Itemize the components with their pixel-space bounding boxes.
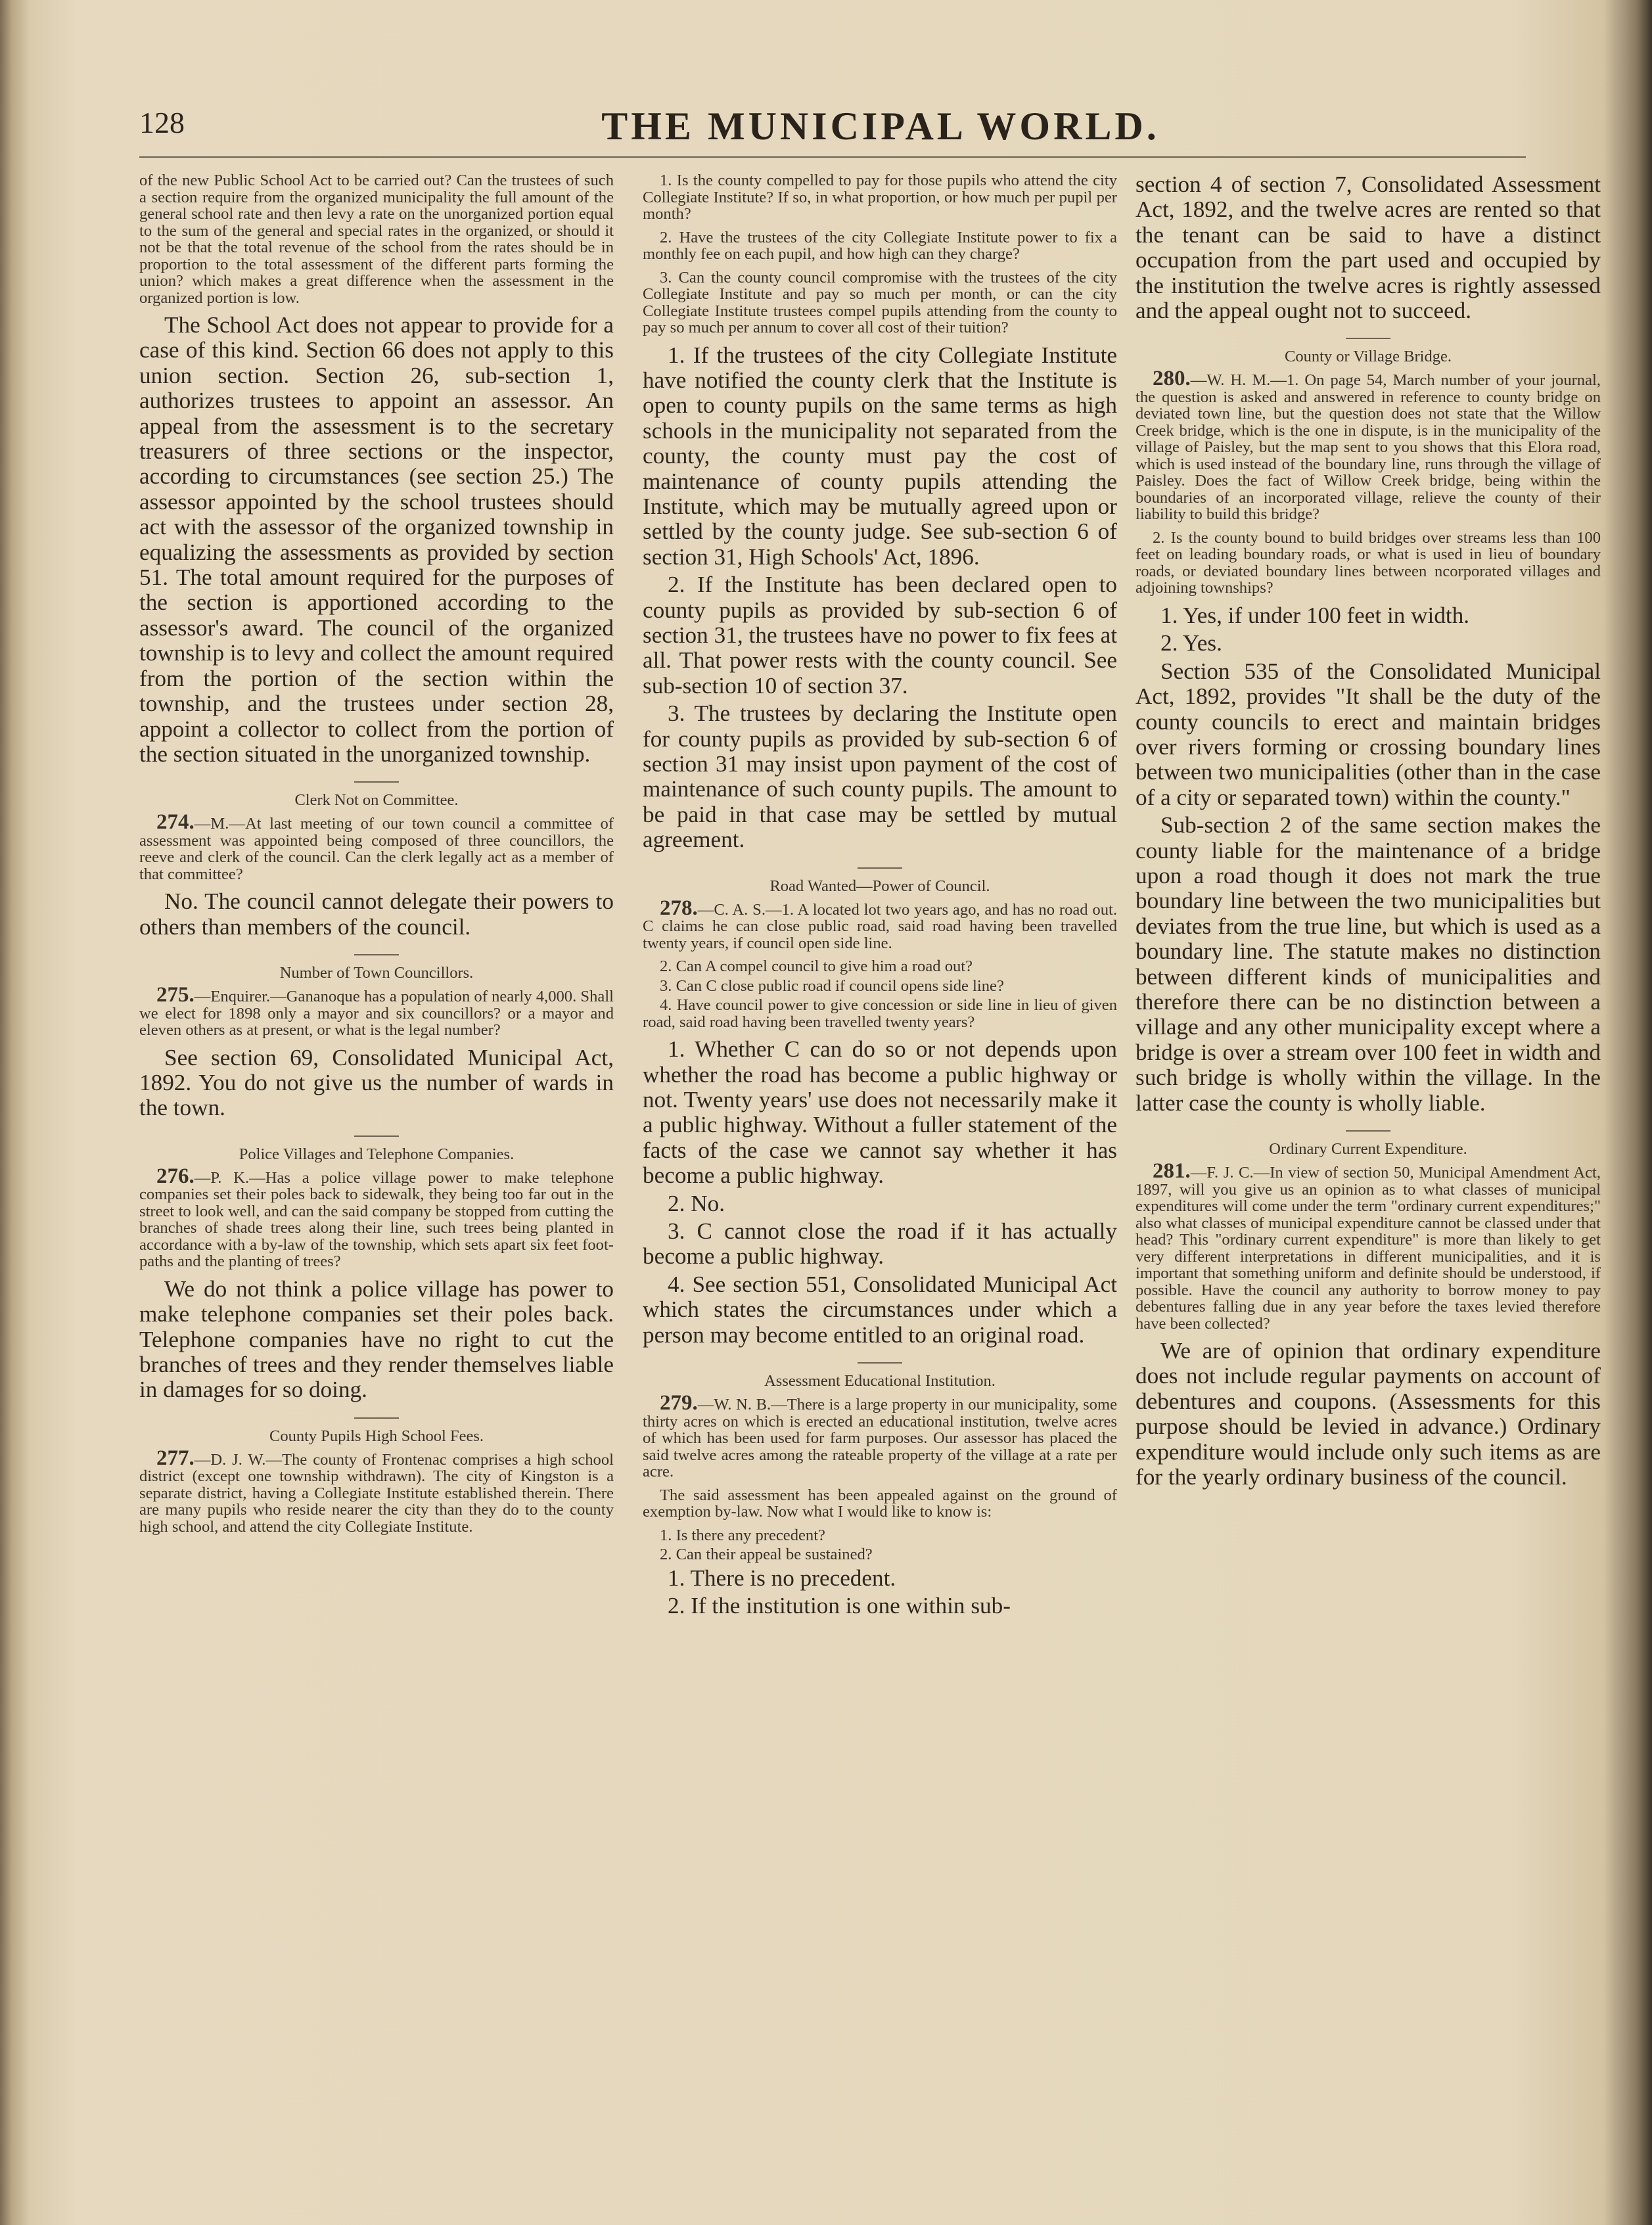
- answer-text: 1. Yes, if under 100 feet in width.: [1160, 602, 1470, 628]
- divider: [1346, 1130, 1390, 1132]
- divider: [354, 1135, 399, 1137]
- question-number: 281.: [1153, 1159, 1191, 1183]
- question-text: 4. Have council power to give concession or side line in lieu of given road, said road having been travelled twenty years?: [643, 996, 1117, 1031]
- section-heading: Assessment Educational Institution.: [764, 1372, 996, 1390]
- answer-text: The School Act does not appear to provide for a case of this kind. Section 66 does not apply to this union section. Section 26, sub-section 1, authorizes trustees to appoint an assessor. An appeal from the assessment is to the secretary treasurers of three sections or the inspector, according to circumstances (see section 25.) The assessor appointed by the school trustees should act with the assessor of the organized township in equalizing the assessments as provided by section 51. The total amount required for the purposes of the section is apportioned according to the assessor's award. The council of the organized township is to levy and collect the amount required from the portion of the section within the township, and the trustees under section 28, appoint a collector to collect from the portion of the section situated in the unorganized township.: [139, 312, 614, 767]
- section-heading: Clerk Not on Committee.: [294, 791, 459, 810]
- divider: [1346, 338, 1390, 339]
- question-text: The said assessment has been appealed against on the ground of exemption by-law. Now what I would like to know is:: [643, 1486, 1117, 1521]
- question-278: [643, 896, 1117, 952]
- question-text: 2. Can A compel council to give him a road out?: [660, 957, 973, 976]
- question-text: 1. Is there any precedent?: [660, 1526, 825, 1544]
- section-heading: Number of Town Councillors.: [279, 964, 474, 982]
- answer-text: 3. C cannot close the road if it has actually become a public highway.: [643, 1218, 1117, 1270]
- question-277: [139, 1446, 614, 1536]
- question-text: —Enquirer.—Gananoque has a population of nearly 4,000. Shall we elect for 1898 only a mayor and six councillors? or a mayor and eleven others as at present, or what is the legal number?: [139, 988, 614, 1040]
- question-number: 277.: [156, 1446, 195, 1470]
- column-2: [643, 172, 1117, 1621]
- question-text: —F. J. C.—In view of section 50, Municipal Amendment Act, 1897, will you give us an opinion as to what classes of municipal expenditures will come under the term "ordinary current expenditures;" also what classes of municipal expenditure cannot be classed under that head? This "ordinary current expenditure" is more than likely to get very different interpretations in different municipalities, and it is important that something uniform and definite should be understood, if possible. Have the council any authority to borrow money to pay debentures falling due in any year before the taxes levied therefore have been collected?: [1136, 1164, 1601, 1333]
- section-heading: Ordinary Current Expenditure.: [1269, 1140, 1467, 1158]
- question-274: [139, 810, 614, 883]
- question-text: 3. Can the county council compromise with the trustees of the city Collegiate Institute and pay so much per month, or can the city Collegiate Institute trustees compel pupils attending from the county to pay so much per annum to cover all cost of their tuition?: [643, 268, 1117, 336]
- question-number: 280.: [1153, 367, 1191, 391]
- question-text: 1. Is the county compelled to pay for those pupils who attend the city Collegiate Institute? If so, in what proportion, or how much per pupil per month?: [643, 172, 1117, 223]
- divider: [354, 781, 399, 783]
- question-text: 2. Have the trustees of the city Collegiate Institute power to fix a monthly fee on each pupil, and how high can they charge?: [643, 228, 1117, 263]
- page-number: 128: [139, 106, 185, 139]
- divider: [858, 1362, 902, 1364]
- question-text: 2. Can their appeal be sustained?: [660, 1546, 873, 1563]
- section-heading: Police Villages and Telephone Companies.: [239, 1145, 515, 1163]
- answer-text: 2. Yes.: [1160, 630, 1222, 656]
- section-heading: County Pupils High School Fees.: [269, 1427, 484, 1445]
- question-276: [139, 1164, 614, 1271]
- question-number: 274.: [156, 810, 195, 835]
- question-275: [139, 983, 614, 1040]
- answer-274: No. The council cannot delegate their powers to others than members of the council.: [139, 888, 614, 940]
- answer-text: 1. Whether C can do so or not depends upon whether the road has become a public highway or not. Twenty years' use does not necessarily make it a public highway. Without a fuller statement of the facts of the case we cannot say whether it has become a public highway.: [643, 1036, 1117, 1189]
- answer-276: We do not think a police village has power to make telephone companies set their poles back. Telephone companies have no right to cut the branches of trees and they render themselves liable in damages for so doing.: [139, 1275, 614, 1403]
- section-heading: County or Village Bridge.: [1285, 348, 1452, 366]
- question-text: —W. N. B.—There is a large property in our municipality, some thirty acres on which is erected an educational institution, twelve acres of which has been used for farm purposes. Our assessor has placed the said twelve acres among the rateable property of the village at a rate per acre.: [643, 1396, 1117, 1480]
- question-text: 3. Can C close public road if council opens side line?: [660, 976, 1004, 995]
- question-text: —C. A. S.—1. A located lot two years ago, and has no road out. C claims he can close public road, said road having been travelled twenty years, if council open side line.: [643, 900, 1117, 952]
- divider: [354, 954, 399, 955]
- question-number: 275.: [156, 983, 195, 1007]
- answer-281: We are of opinion that ordinary expenditure does not include regular payments on account of debentures and coupons. (Assessments for this purpose should be levied in advance.) Ordinary expenditure would include only such items as are for the yearly ordinary business of the council.: [1136, 1338, 1601, 1490]
- column-1: [139, 172, 614, 1542]
- question-280: [1136, 367, 1601, 524]
- answer-text: Sub-section 2 of the same section makes the county liable for the maintenance of a bridge upon a road though it does not mark the true boundary line between the two municipalities but deviates from the true line, but which is used as a boundary line. The statute makes no distinction between different kinds of municipalities and therefore there can be no distinction between a village and any other municipality except where a bridge is over a stream over 100 feet in width and such bridge is wholly within the village. In the latter case the county is wholly liable.: [1136, 812, 1601, 1116]
- question-number: 276.: [156, 1164, 195, 1188]
- answer-text: 3. The trustees by declaring the Institute open for county pupils as provided by sub-section 6 of section 31 may insist upon payment of the cost of maintenance of such county pupils. The amount to be paid in that case may be settled by mutual agreement.: [643, 700, 1117, 853]
- header-rule: [139, 156, 1526, 158]
- question-text: —W. H. M.—1. On page 54, March number of your journal, the question is asked and answered in reference to county bridge on deviated town line, but the question does not state that the Willow Creek bridge, which is the one in dispute, is in the municipality of the village of Paisley, but the map sent to you shows that this Elora road, which is used instead of the boundary line, runs through the village of Paisley. Does the fact of Willow Creek bridge, being within the boundaries of an incorporated village, relieve the county of their liability to build this bridge?: [1136, 371, 1601, 524]
- column-3: [1136, 172, 1601, 1493]
- question-text: of the new Public School Act to be carried out? Can the trustees of such a section require from the organized municipality the full amount of the general school rate and then levy a rate on the unorganized portion equal to the sum of the general and special rates in the organized, or should it not be that the total revenue of the school from the rates should be in proportion to the total assessment of the different parts forming the union? which makes a great difference when the assessment in the organized portion is low.: [139, 172, 614, 307]
- question-281: [1136, 1159, 1601, 1333]
- answer-text: 2. No.: [668, 1190, 725, 1216]
- answer-text: Section 535 of the Consolidated Municipal Act, 1892, provides "It shall be the duty of the county councils to erect and maintain bridges over rivers forming or crossing boundary lines between two municipalities (other than in the case of a city or separated town) within the county.": [1136, 658, 1601, 810]
- answer-text: 2. If the Institute has been declared open to county pupils as provided by sub-section 6 of section 31, the trustees have no power to fix fees at all. That power rests with the county council. See sub-section 10 of section 37.: [643, 572, 1117, 699]
- answer-text: 2. If the institution is one within sub-: [668, 1592, 1011, 1618]
- divider: [354, 1417, 399, 1419]
- answer-text: 1. There is no precedent.: [668, 1565, 896, 1591]
- section-heading: Road Wanted—Power of Council.: [769, 877, 990, 895]
- question-text: —D. J. W.—The county of Frontenac comprises a high school district (except one township withdrawn). The city of Kingston is a separate district, having a Collegiate Institute established therein. There are many pupils who reside nearer the city than they do to the county high school, and attend the city Collegiate Institute.: [139, 1450, 614, 1536]
- answer-275: See section 69, Consolidated Municipal Act, 1892. You do not give us the number of wards in the town.: [139, 1044, 614, 1121]
- answer-text: section 4 of section 7, Consolidated Assessment Act, 1892, and the twelve acres are rented so that the tenant can be said to have a distinct occupation from the part used and occupied by the institution the twelve acres is rightly assessed and the appeal ought not to succeed.: [1136, 172, 1601, 324]
- question-text: 2. Is the county bound to build bridges over streams less than 100 feet on leading boundary roads, or what is used in lieu of boundary roads, or deviated boundary lines between ncorporated villages and adjoining townships?: [1136, 528, 1601, 597]
- answer-text: 4. See section 551, Consolidated Municipal Act which states the circumstances under which a person may become entitled to an original road.: [643, 1271, 1117, 1348]
- question-text: —M.—At last meeting of our town council a committee of assessment was appointed being composed of three councillors, the reeve and clerk of the council. Can the clerk legally act as a member of that committee?: [139, 815, 614, 883]
- publication-title: THE MUNICIPAL WORLD.: [601, 104, 1160, 148]
- question-number: 279.: [660, 1391, 698, 1415]
- question-number: 278.: [660, 896, 698, 920]
- divider: [858, 867, 902, 869]
- answer-text: 1. If the trustees of the city Collegiate Institute have notified the county clerk that the Institute is open to county pupils on the same terms as high schools in the municipality not separated from the county, the county must pay the cost of maintenance of county pupils attending the Institute, which may be mutually agreed upon or settled by the county judge. See sub-section 6 of section 31, High Schools' Act, 1896.: [643, 342, 1117, 570]
- question-text: —P. K.—Has a police village power to make telephone companies set their poles back to sidewalk, they being too far out in the street to look well, and can the said company be stopped from cutting the branches of shade trees along their line, such trees being planted in accordance with a by-law of the township, which sets apart six feet foot-paths and the planting of trees?: [139, 1168, 614, 1271]
- question-279: [643, 1391, 1117, 1480]
